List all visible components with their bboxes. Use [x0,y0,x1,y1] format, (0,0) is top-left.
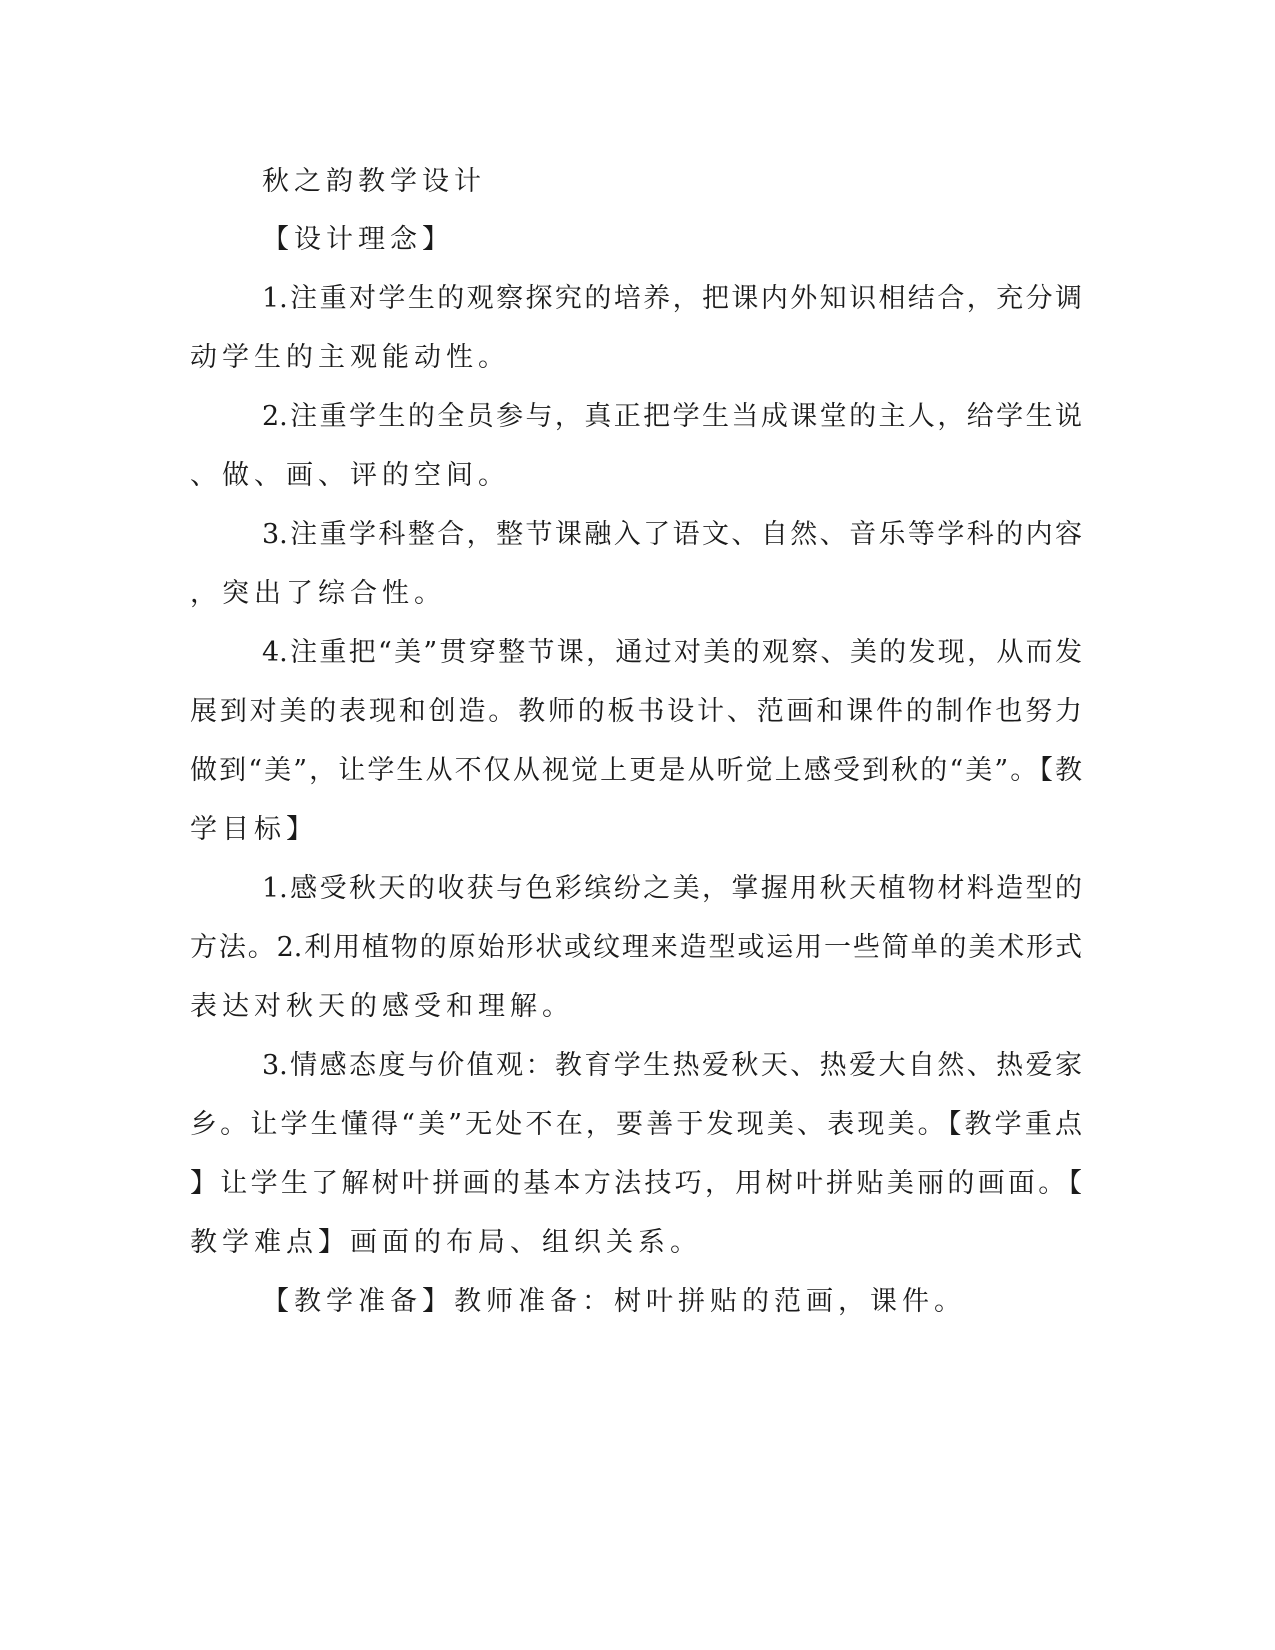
document-title: 秋之韵教学设计 [262,166,486,197]
paragraph-line: 方法。2.利用植物的原始形状或纹理来造型或运用一些简单的美术形式 [190,932,1082,963]
paragraph-line: 动学生的主观能动性。 [190,342,510,373]
paragraph-line: 、做、画、评的空间。 [190,460,510,491]
paragraph-line: 学目标】 [190,814,318,845]
paragraph-line: 4.注重把“美”贯穿整节课，通过对美的观察、美的发现，从而发 [262,637,1082,668]
paragraph-line: 】让学生了解树叶拼画的基本方法技巧，用树叶拼贴美丽的画面。【 [190,1168,1082,1199]
paragraph-line: ，突出了综合性。 [190,578,446,609]
paragraph-line: 3.情感态度与价值观：教育学生热爱秋天、热爱大自然、热爱家 [262,1050,1082,1081]
paragraph-line: 1.注重对学生的观察探究的培养，把课内外知识相结合，充分调 [262,283,1082,314]
paragraph-line: 表达对秋天的感受和理解。 [190,991,574,1022]
paragraph-line: 3.注重学科整合，整节课融入了语文、自然、音乐等学科的内容 [262,519,1082,550]
paragraph-line: 【教学准备】教师准备：树叶拼贴的范画，课件。 [262,1286,966,1317]
paragraph-line: 做到“美”，让学生从不仅从视觉上更是从听觉上感受到秋的“美”。【教 [190,755,1082,786]
paragraph-line: 乡。让学生懂得“美”无处不在，要善于发现美、表现美。【教学重点 [190,1109,1082,1140]
paragraph-line: 教学难点】画面的布局、组织关系。 [190,1227,702,1258]
paragraph-line: 2.注重学生的全员参与，真正把学生当成课堂的主人，给学生说 [262,401,1082,432]
paragraph-line: 展到对美的表现和创造。教师的板书设计、范画和课件的制作也努力 [190,696,1082,727]
paragraph-line: 1.感受秋天的收获与色彩缤纷之美，掌握用秋天植物材料造型的 [262,873,1082,904]
heading-design-concept: 【设计理念】 [262,224,454,255]
